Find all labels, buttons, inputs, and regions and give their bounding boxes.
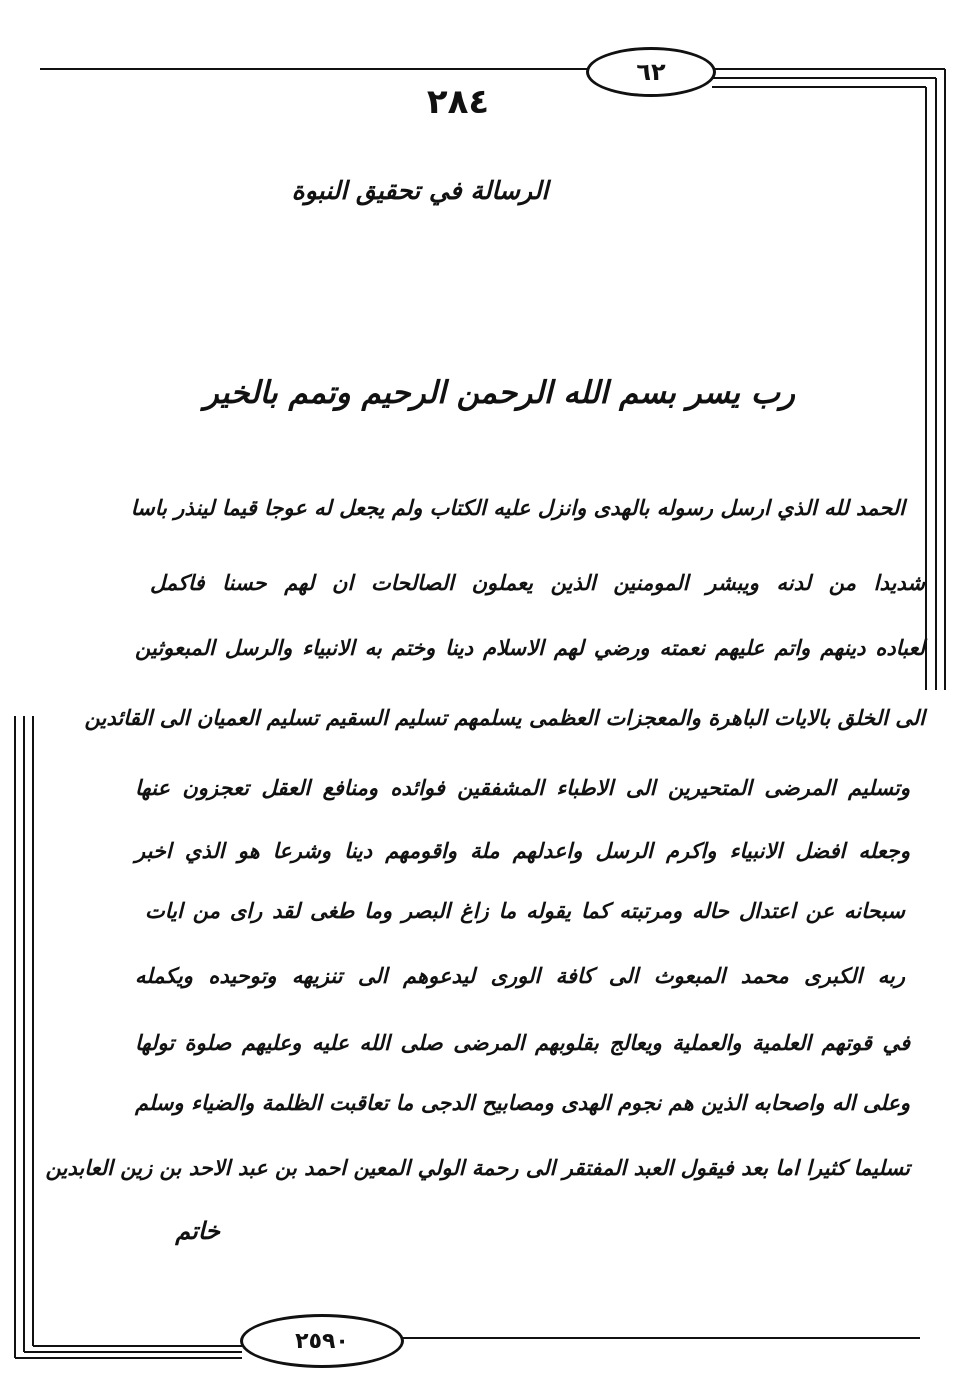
body-line-3: لعباده دينهم واتم عليهم نعمته ورضي لهم الاسلام دينا وختم به الانبياء والرسل المبعوثين	[135, 635, 925, 660]
body-line-7: سبحانه عن اعتدال حاله ومرتبته كما يقوله ما زاغ البصر وما طغى لقد راى من ايات	[145, 898, 905, 923]
page-number-bottom: ٢٥٩٠	[240, 1314, 404, 1368]
body-line-10: وعلى اله واصحابه الذين هم نجوم الهدى ومصابيح الدجى ما تعاقبت الظلمة والضياء وسلم	[135, 1090, 910, 1115]
body-line-6: وجعله افضل الانبياء واكرم الرسل واعدلهم ملة واقومهم دينا وشرعا هو الذي اخبر	[135, 838, 910, 863]
folio-number: ٢٨٤	[426, 82, 490, 122]
body-line-1: الحمد لله الذي ارسل رسوله بالهدى وانزل عليه الكتاب ولم يجعل له عوجا قيما لينذر باسا	[130, 495, 905, 520]
body-line-8: ربه الكبرى محمد المبعوث الى كافة الورى ليدعوهم الى تنزيهه وتوحيده ويكمله	[135, 963, 905, 988]
body-line-2: شديدا من لدنه ويبشر المومنين الذين يعملون الصالحات ان لهم حسنا فاكمل	[150, 570, 925, 595]
body-line-5: وتسليم المرضى المتحيرين الى الاطباء المشفقين فوائده ومنافع العقل تعجزون عنها	[135, 775, 910, 800]
treatise-title: الرسالة في تحقيق النبوة	[291, 176, 549, 205]
marginal-signature: خاتم	[175, 1216, 220, 1245]
body-line-11: تسليما كثيرا اما بعد فيقول العبد المفتقر الى رحمة الولي المعين احمد بن عبد الاحد بن زين العابدين	[45, 1155, 910, 1180]
body-line-4: الى الخلق بالايات الباهرة والمعجزات العظمى يسلمهم تسليم السقيم تسليم العميان الى القائدين	[84, 705, 925, 730]
basmala-heading: رب يسر بسم الله الرحمن الرحيم وتمم بالخير	[203, 375, 795, 411]
body-line-9: في قوتهم العلمية والعملية ويعالج بقلوبهم المرضى صلى الله عليه وعليهم صلوة تولها	[135, 1030, 910, 1055]
page-number-top: ٦٢	[586, 47, 716, 97]
